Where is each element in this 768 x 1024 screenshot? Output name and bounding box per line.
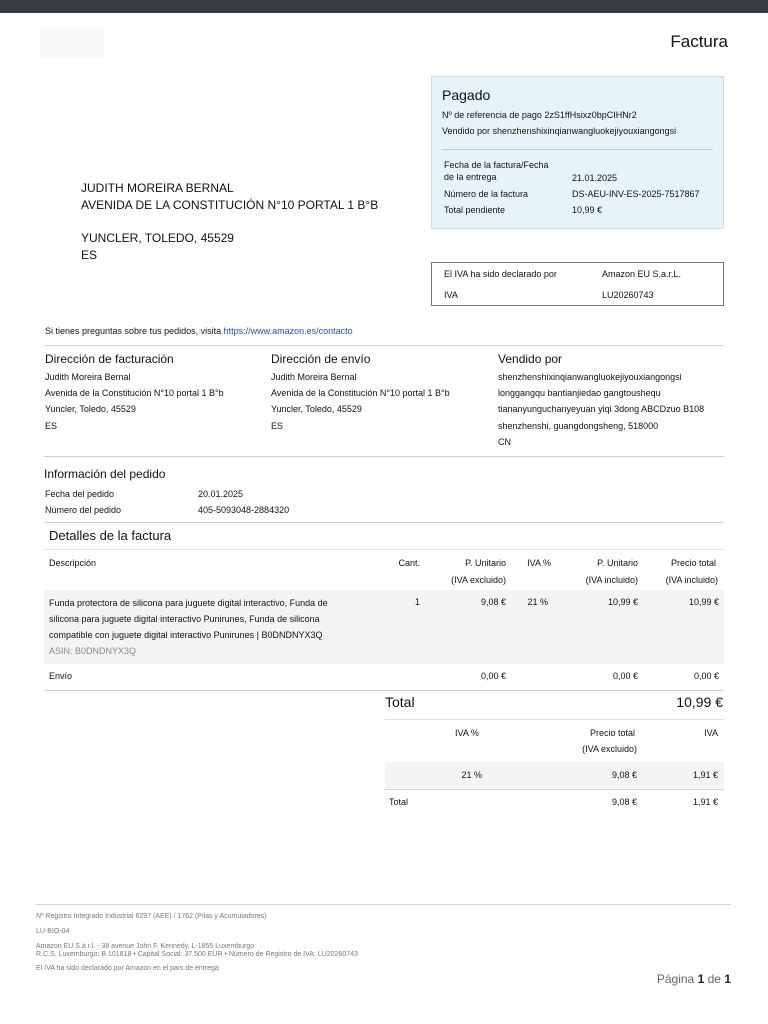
- customer-street: AVENIDA DE LA CONSTITUCIÓN N°10 PORTAL 1 B°B: [81, 198, 379, 212]
- vat-summary-amount: 1,91 €: [692, 770, 718, 780]
- customer-city: YUNCLER, TOLEDO, 45529: [81, 231, 234, 245]
- header-total-sub: (IVA incluido): [665, 575, 718, 585]
- invoice-date-label: Fecha de la factura/Fecha de la entrega: [444, 160, 549, 182]
- vat-label: IVA: [444, 290, 458, 300]
- header-vat: IVA %: [527, 558, 551, 568]
- grand-total-value: 10,99 €: [676, 694, 723, 710]
- item-unit-in: 10,99 €: [607, 597, 638, 607]
- item-vat: 21 %: [527, 597, 548, 607]
- billing-address-title: Dirección de facturación: [45, 352, 174, 366]
- vat-declaration-box: [431, 262, 724, 306]
- grand-total-label: Total: [385, 694, 415, 710]
- vat-summary-base: 9,08 €: [611, 770, 637, 780]
- item-description: Funda protectora de silicona para juguete digital interactivo, Funda de silicona para juguete digital interactivo Punirunes, Funda de silicona compatible con juguete digital interactivo Punirunes | B0DNDNYX3Q ASIN: B0DNDNYX3Q: [49, 595, 369, 659]
- item-qty: 1: [414, 597, 420, 607]
- seller-line: tiananyunguchanyeyuan yiqi 3dong ABCDzuo B108: [498, 404, 705, 414]
- footer-bio: LU-BIO-04: [36, 928, 70, 935]
- seller-title: Vendido por: [498, 352, 563, 366]
- divider: [44, 345, 724, 346]
- shipping-unit-ex: 0,00 €: [480, 671, 506, 681]
- header-unit-in-sub: (IVA incluido): [585, 575, 638, 585]
- billing-line: Avenida de la Constitución N°10 portal 1 B°b: [45, 388, 224, 398]
- shipping-line: ES: [271, 421, 284, 431]
- divider: [385, 789, 724, 790]
- item-asin: ASIN: B0DNDNYX3Q: [49, 646, 137, 656]
- item-unit-ex: 9,08 €: [480, 597, 506, 607]
- vat-summary-total-base: 9,08 €: [611, 797, 637, 807]
- vat-declared-value: Amazon EU S.a.r.L.: [602, 269, 682, 279]
- shipping-line: Avenida de la Constitución N°10 portal 1 B°b: [271, 388, 450, 398]
- vat-summary-rate: 21 %: [461, 770, 482, 780]
- payment-seller: Vendido por shenzhenshixinqianwangluokejiyouxiangongsi: [442, 126, 677, 136]
- shipping-label: Envío: [49, 671, 73, 681]
- page-indicator: Página 1 de 1: [656, 972, 731, 986]
- customer-name: JUDITH MOREIRA BERNAL: [81, 181, 234, 195]
- vat-summary-header-total: Precio total: [589, 728, 635, 738]
- billing-line: ES: [45, 421, 58, 431]
- shipping-line: Yuncler, Toledo, 45529: [271, 404, 362, 414]
- footer-registry: Nº Registro Integrado Industrial 6297 (AEE) / 1762 (Pilas y Acumuladores): [36, 913, 267, 920]
- vat-summary-header-iva: IVA: [704, 728, 718, 738]
- shipping-address-title: Dirección de envío: [271, 352, 371, 366]
- divider: [44, 690, 724, 691]
- vat-summary-total-amount: 1,91 €: [692, 797, 718, 807]
- header-unit-ex-sub: (IVA excluido): [451, 575, 506, 585]
- vat-number: LU20260743: [602, 290, 654, 300]
- logo: [40, 28, 104, 58]
- order-number-value: 405-5093048-2884320: [198, 505, 290, 515]
- header-unit-in: P. Unitario: [597, 558, 638, 568]
- seller-line: shenzhenshi, guangdongsheng, 518000: [498, 421, 659, 431]
- header-description: Descripción: [49, 558, 97, 568]
- document-title: Factura: [670, 32, 728, 51]
- divider: [44, 549, 724, 550]
- order-info-title: Información del pedido: [44, 467, 166, 481]
- header-unit-ex: P. Unitario: [465, 558, 506, 568]
- header-qty: Cant.: [398, 558, 420, 568]
- vat-summary-total-label: Total: [389, 797, 409, 807]
- footer-company: Amazon EU S.à r.l. - 38 avenue John F. Kennedy, L-1855 Luxemburgo: [36, 943, 255, 950]
- seller-line: longgangqu bantianjiedao gangtoushequ: [498, 388, 661, 398]
- order-number-label: Número del pedido: [45, 505, 122, 515]
- divider: [44, 456, 724, 457]
- payment-summary-box: [431, 76, 724, 229]
- order-date-value: 20.01.2025: [198, 489, 244, 499]
- billing-line: Yuncler, Toledo, 45529: [45, 404, 136, 414]
- contact-link[interactable]: https://www.amazon.es/contacto: [223, 326, 353, 336]
- shipping-unit-in: 0,00 €: [612, 671, 638, 681]
- divider: [385, 719, 724, 720]
- seller-line: CN: [498, 437, 511, 447]
- customer-address: [81, 180, 378, 264]
- vat-summary-header-total-sub: (IVA excluido): [582, 744, 637, 754]
- footer-vat-note: El IVA ha sido declarado por Amazon en el país de entrega: [36, 965, 219, 972]
- header-total: Precio total: [670, 558, 716, 568]
- outstanding-label: Total pendiente: [444, 205, 506, 215]
- footer-divider: [36, 904, 731, 905]
- billing-line: Judith Moreira Bernal: [45, 372, 131, 382]
- invoice-number-label: Número de la factura: [444, 189, 529, 199]
- divider: [442, 149, 713, 150]
- invoice-details-title: Detalles de la factura: [49, 528, 172, 543]
- invoice-number-value: DS-AEU-INV-ES-2025-7517867: [572, 189, 700, 199]
- contact-notice: Si tienes preguntas sobre tus pedidos, visita https://www.amazon.es/contacto: [45, 326, 353, 336]
- vat-declared-label: El IVA ha sido declarado por: [444, 269, 557, 279]
- customer-country: ES: [81, 248, 98, 262]
- footer-rcs: R.C.S. Luxemburgo: B 101818 • Capital Social: 37.500 EUR • Número de Registro de IVA: LU20260743: [36, 951, 358, 958]
- top-bar: [0, 0, 768, 13]
- order-date-label: Fecha del pedido: [45, 489, 115, 499]
- payment-reference: Nº de referencia de pago 2zS1ffHsixz0bpCIHNr2: [442, 110, 637, 120]
- invoice-date-value: 21.01.2025: [572, 173, 618, 183]
- item-total: 10,99 €: [688, 597, 719, 607]
- payment-status: Pagado: [442, 87, 491, 103]
- outstanding-value: 10,99 €: [572, 205, 603, 215]
- seller-line: shenzhenshixinqianwangluokejiyouxiangongsi: [498, 372, 682, 382]
- shipping-total: 0,00 €: [693, 671, 719, 681]
- vat-summary-header-vat: IVA %: [455, 728, 479, 738]
- shipping-line: Judith Moreira Bernal: [271, 372, 357, 382]
- divider: [44, 522, 724, 523]
